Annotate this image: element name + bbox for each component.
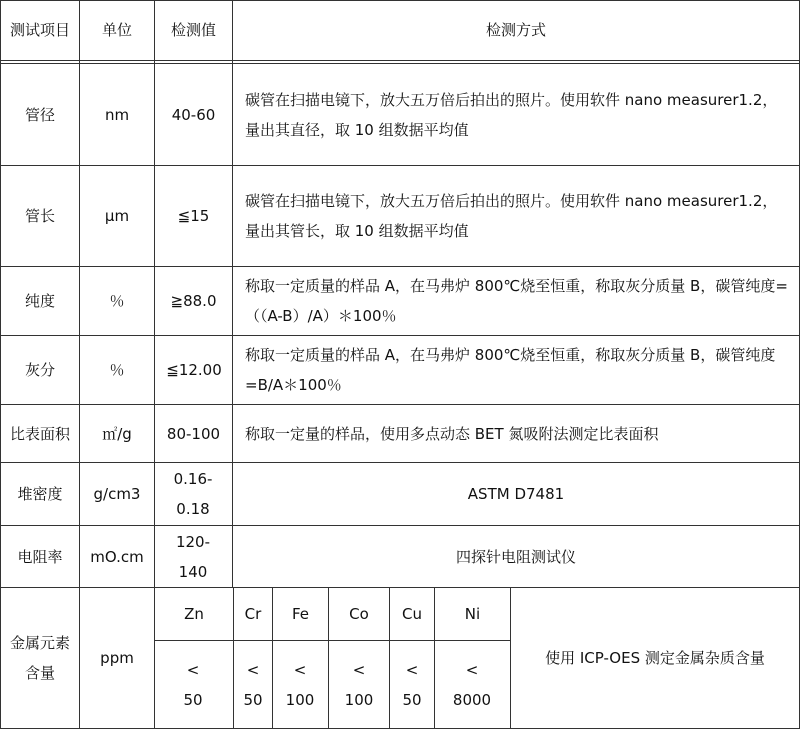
row-ash-unit: ％: [109, 361, 125, 379]
row-diameter-unit: nm: [104, 105, 130, 124]
element-name: Fe: [291, 605, 310, 623]
element-name: Co: [349, 605, 369, 623]
element-limit: < 50: [243, 660, 263, 709]
rule: [0, 60, 800, 61]
row-diameter-value: 40-60: [171, 105, 216, 124]
row-ash-value: ≦12.00: [166, 361, 222, 379]
row-purity-value: ≧88.0: [170, 292, 217, 310]
element-limit: < 8000: [452, 660, 492, 709]
element-name: Cu: [402, 605, 422, 623]
row-length-item: 管长: [24, 207, 55, 225]
row-density-item: 堆密度: [17, 485, 63, 503]
row-diameter-item: 管径: [24, 105, 55, 124]
element-name: Cr: [244, 605, 262, 623]
row-density-unit: g/cm3: [93, 485, 141, 503]
row-ash-method: 称取一定质量的样品 A，在马弗炉 800℃烧至恒重，称取灰分质量 B，碳管纯度=B/A＊100％: [245, 346, 776, 394]
row-purity-unit: ％: [109, 292, 125, 310]
row-purity-method: 称取一定质量的样品 A，在马弗炉 800℃烧至恒重，称取灰分质量 B，碳管纯度=（（A-B）/A）＊100％: [245, 277, 788, 325]
row-metals-method: 使用 ICP-OES 测定金属杂质含量: [545, 649, 765, 667]
element-name: Ni: [464, 605, 481, 623]
row-surface-item: 比表面积: [10, 424, 71, 443]
element-limit: < 100: [285, 660, 315, 709]
header-item: 测试项目: [10, 21, 71, 39]
row-density-method: ASTM D7481: [467, 485, 565, 503]
row-metals-unit: ppm: [100, 649, 134, 667]
row-diameter-method: 碳管在扫描电镜下，放大五万倍后拍出的照片。使用软件 nano measurer1.2，量出其直径，取 10 组数据平均值: [245, 90, 778, 139]
header-value: 检测值: [170, 21, 216, 39]
row-length-unit: μm: [104, 207, 130, 225]
rule: [0, 728, 800, 729]
row-length-method: 碳管在扫描电镜下，放大五万倍后拍出的照片。使用软件 nano measurer1.2，量出其管长，取 10 组数据平均值: [245, 192, 778, 240]
header-unit: 单位: [101, 21, 132, 39]
row-purity-item: 纯度: [24, 292, 55, 310]
element-name: Zn: [184, 605, 204, 623]
row-resistivity-unit: mO.cm: [90, 547, 144, 566]
row-surface-value: 80-100: [166, 424, 221, 443]
element-limit: < 50: [402, 660, 422, 709]
row-length-value: ≦15: [177, 207, 210, 225]
row-resistivity-item: 电阻率: [17, 547, 63, 566]
header-method: 检测方式: [485, 21, 546, 39]
row-surface-unit: ㎡/g: [102, 424, 132, 443]
row-metals-item: 金属元素含量: [10, 634, 71, 682]
element-limit: < 100: [344, 660, 374, 709]
row-resistivity-method: 四探针电阻测试仪: [455, 547, 576, 566]
row-density-value: 0.16-0.18: [173, 470, 213, 518]
row-surface-method: 称取一定量的样品，使用多点动态 BET 氮吸附法测定比表面积: [245, 424, 659, 443]
element-limit: < 50: [183, 660, 203, 709]
row-resistivity-value: 120-140: [175, 532, 211, 581]
row-ash-item: 灰分: [24, 361, 55, 379]
